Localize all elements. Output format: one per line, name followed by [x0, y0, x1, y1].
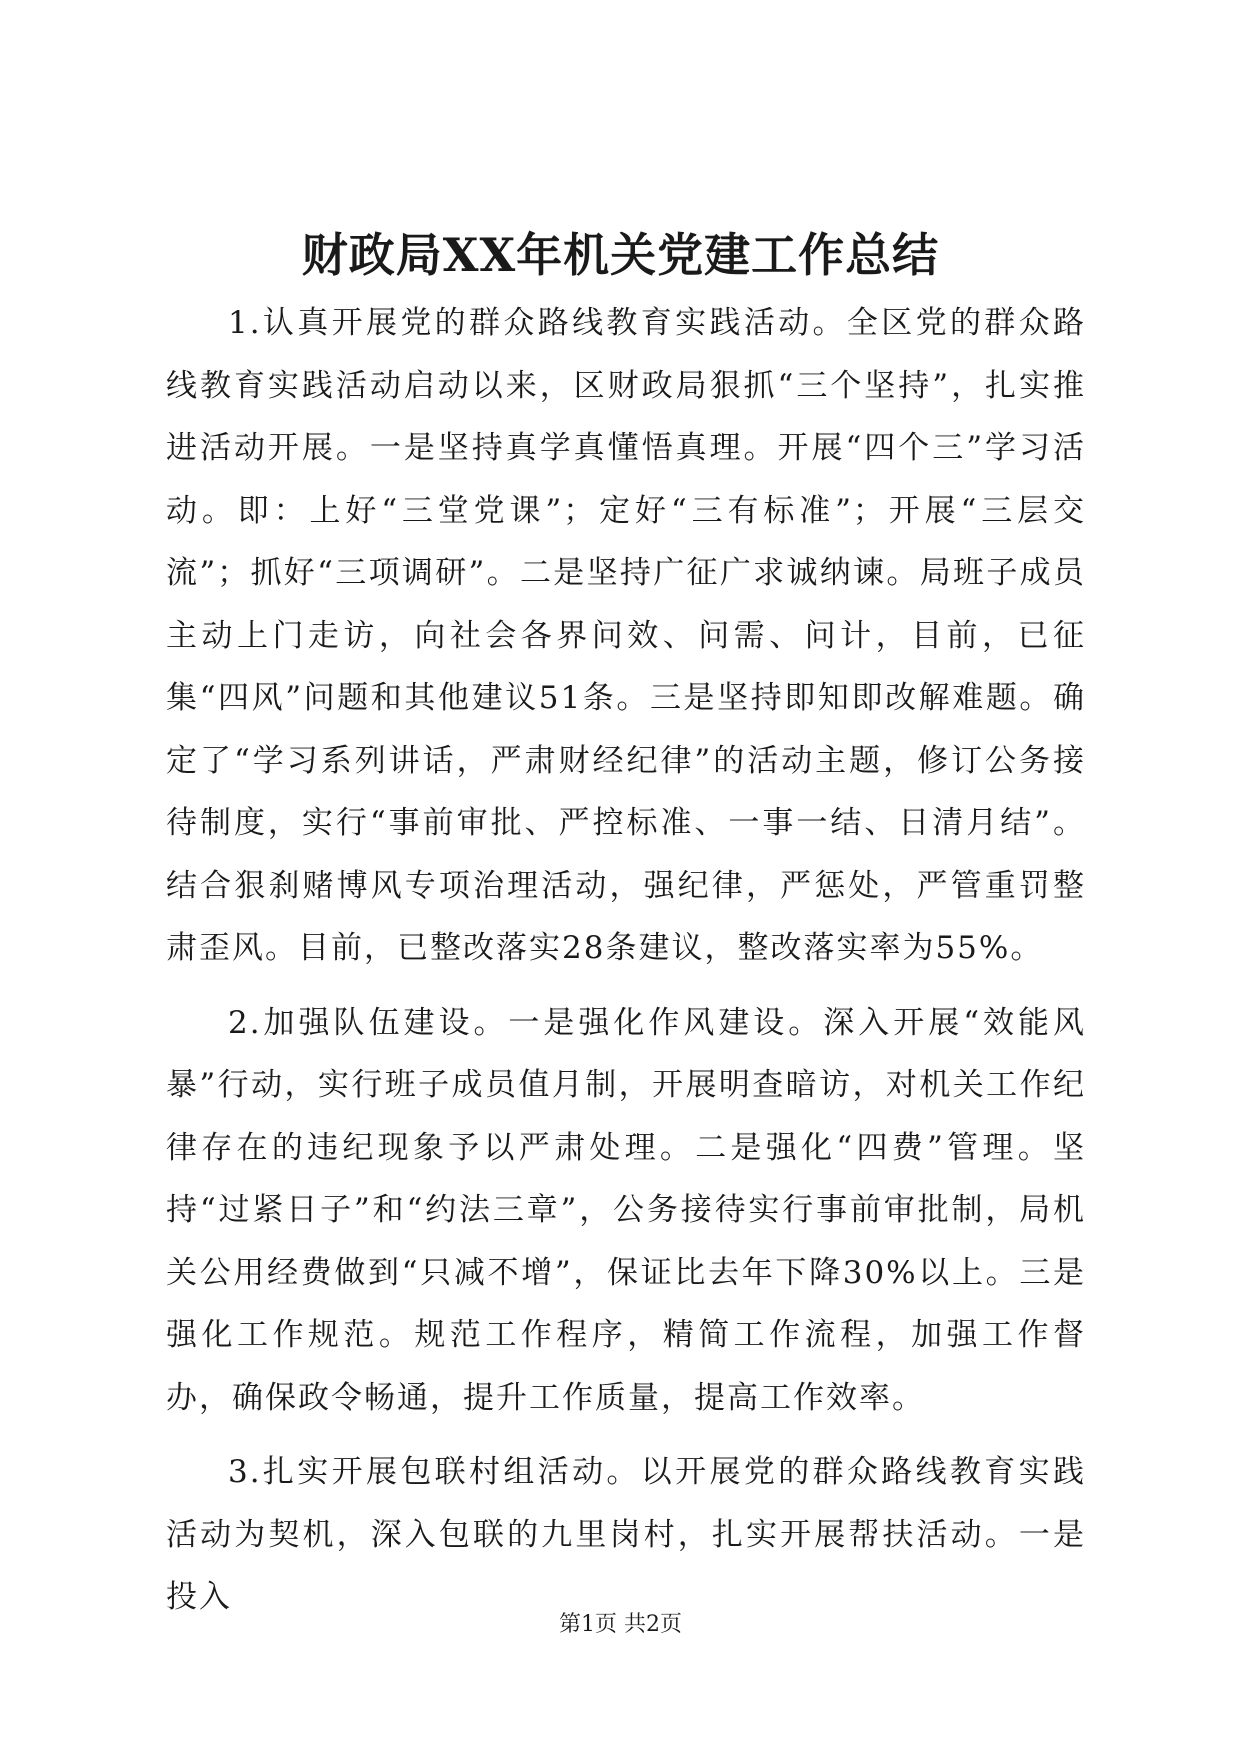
paragraph-3: 3.扎实开展包联村组活动。以开展党的群众路线教育实践活动为契机，深入包联的九里岗村，扎实开展帮扶活动。一是投入 [166, 1454, 1086, 1615]
document-title: 财政局XX年机关党建工作总结 [301, 228, 940, 282]
page-number-footer: 第1页 共2页 [559, 1612, 682, 1637]
document-body [166, 292, 1086, 1629]
paragraph-2: 2.加强队伍建设。一是强化作风建设。深入开展“效能风暴”行动，实行班子成员值月制，开展明查暗访，对机关工作纪律存在的违纪现象予以严肃处理。二是强化“四费”管理。坚持“过紧日子”和“约法三章”，公务接待实行事前审批制，局机关公用经费做到“只减不增”，保证比去年下降30%以上。三是强化工作规范。规范工作程序，精简工作流程，加强工作督办，确保政令畅通，提升工作质量，提高工作效率。 [166, 1004, 1086, 1416]
paragraph-1: 1.认真开展党的群众路线教育实践活动。全区党的群众路线教育实践活动启动以来，区财政局狠抓“三个坚持”，扎实推进活动开展。一是坚持真学真懂悟真理。开展“四个三”学习活动。即：上好“三堂党课”；定好“三有标准”；开展“三层交流”；抓好“三项调研”。二是坚持广征广求诚纳谏。局班子成员主动上门走访，向社会各界问效、问需、问计，目前，已征集“四风”问题和其他建议51条。三是坚持即知即改解难题。确定了“学习系列讲话，严肃财经纪律”的活动主题，修订公务接待制度，实行“事前审批、严控标准、一事一结、日清月结”。结合狠刹赌博风专项治理活动，强纪律，严惩处，严管重罚整肃歪风。目前，已整改落实28条建议，整改落实率为55%。 [166, 305, 1086, 966]
